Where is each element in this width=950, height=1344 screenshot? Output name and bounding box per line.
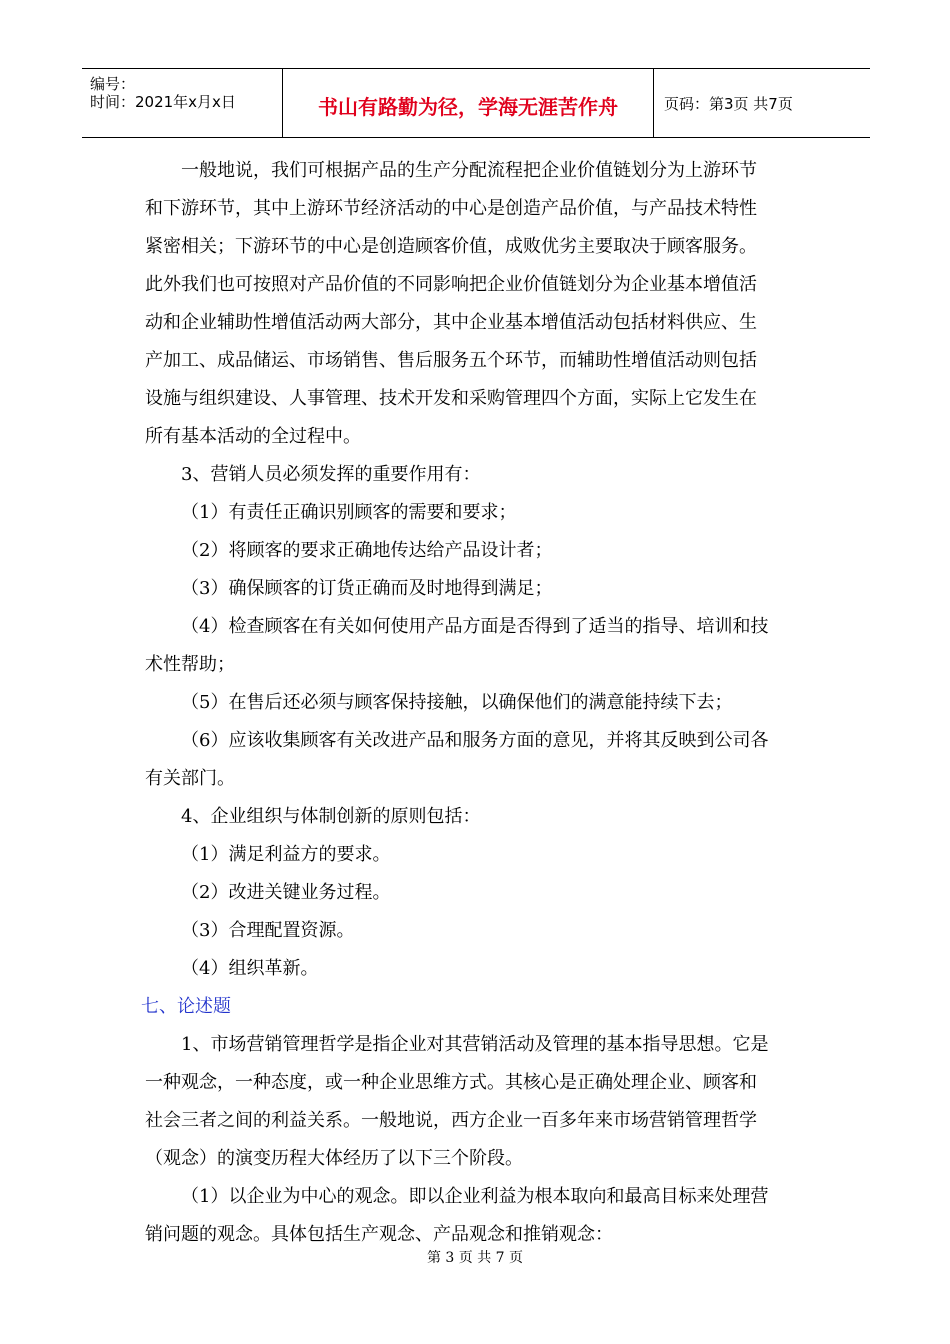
text-line: （4）组织革新。	[181, 958, 319, 979]
text-line: 有关部门。	[145, 768, 235, 789]
text-line: 3、营销人员必须发挥的重要作用有：	[181, 464, 481, 485]
header-page-info: 页码：第3页 共7页	[664, 95, 793, 113]
section-heading	[141, 988, 810, 1026]
document-date: 时间：2021年x月x日	[90, 93, 236, 111]
text-line: （3）确保顾客的订货正确而及时地得到满足；	[181, 578, 553, 599]
text-line: （1）有责任正确识别顾客的需要和要求；	[181, 502, 517, 523]
text-line: 产加工、成品储运、市场销售、售后服务五个环节，而辅助性增值活动则包括	[145, 350, 757, 371]
text-line: 一般地说，我们可根据产品的生产分配流程把企业价值链划分为上游环节	[181, 160, 757, 181]
page-header	[82, 68, 870, 138]
text-line: 1、市场营销管理哲学是指企业对其营销活动及管理的基本指导思想。它是	[181, 1034, 769, 1055]
section-heading-text: 七、论述题	[141, 996, 231, 1017]
text-line: 和下游环节，其中上游环节经济活动的中心是创造产品价值，与产品技术特性	[145, 198, 757, 219]
text-line: 社会三者之间的利益关系。一般地说，西方企业一百多年来市场营销管理哲学	[145, 1110, 757, 1131]
text-line: 动和企业辅助性增值活动两大部分，其中企业基本增值活动包括材料供应、生	[145, 312, 757, 333]
header-left-cell	[82, 69, 283, 137]
text-line: （4）检查顾客在有关如何使用产品方面是否得到了适当的指导、培训和技	[181, 616, 769, 637]
text-line: 术性帮助；	[145, 654, 235, 675]
text-line: 紧密相关；下游环节的中心是创造顾客价值，成败优劣主要取决于顾客服务。	[145, 236, 757, 257]
text-line: 4、企业组织与体制创新的原则包括：	[181, 806, 481, 827]
document-number-label: 编号：	[90, 75, 136, 93]
text-line: 此外我们也可按照对产品价值的不同影响把企业价值链划分为企业基本增值活	[145, 274, 757, 295]
text-line: 销问题的观念。具体包括生产观念、产品观念和推销观念：	[145, 1224, 613, 1245]
text-line: （2）改进关键业务过程。	[181, 882, 391, 903]
page-footer: 第 3 页 共 7 页	[426, 1250, 524, 1266]
text-line: （1）以企业为中心的观念。即以企业利益为根本取向和最高目标来处理营	[181, 1186, 769, 1207]
text-line: （6）应该收集顾客有关改进产品和服务方面的意见，并将其反映到公司各	[181, 730, 769, 751]
text-line: （2）将顾客的要求正确地传达给产品设计者；	[181, 540, 553, 561]
header-page-cell	[654, 69, 870, 137]
text-line: （3）合理配置资源。	[181, 920, 355, 941]
text-line: 所有基本活动的全过程中。	[145, 426, 361, 447]
header-motto-cell	[283, 69, 654, 137]
text-line: （1）满足利益方的要求。	[181, 844, 391, 865]
document-body	[141, 152, 810, 1254]
text-line: 设施与组织建设、人事管理、技术开发和采购管理四个方面，实际上它发生在	[145, 388, 757, 409]
header-motto: 书山有路勤为径，学海无涯苦作舟	[318, 95, 618, 119]
text-line: （5）在售后还必须与顾客保持接触，以确保他们的满意能持续下去；	[181, 692, 733, 713]
text-line: 一种观念，一种态度，或一种企业思维方式。其核心是正确处理企业、顾客和	[145, 1072, 757, 1093]
text-line: （观念）的演变历程大体经历了以下三个阶段。	[145, 1148, 523, 1169]
